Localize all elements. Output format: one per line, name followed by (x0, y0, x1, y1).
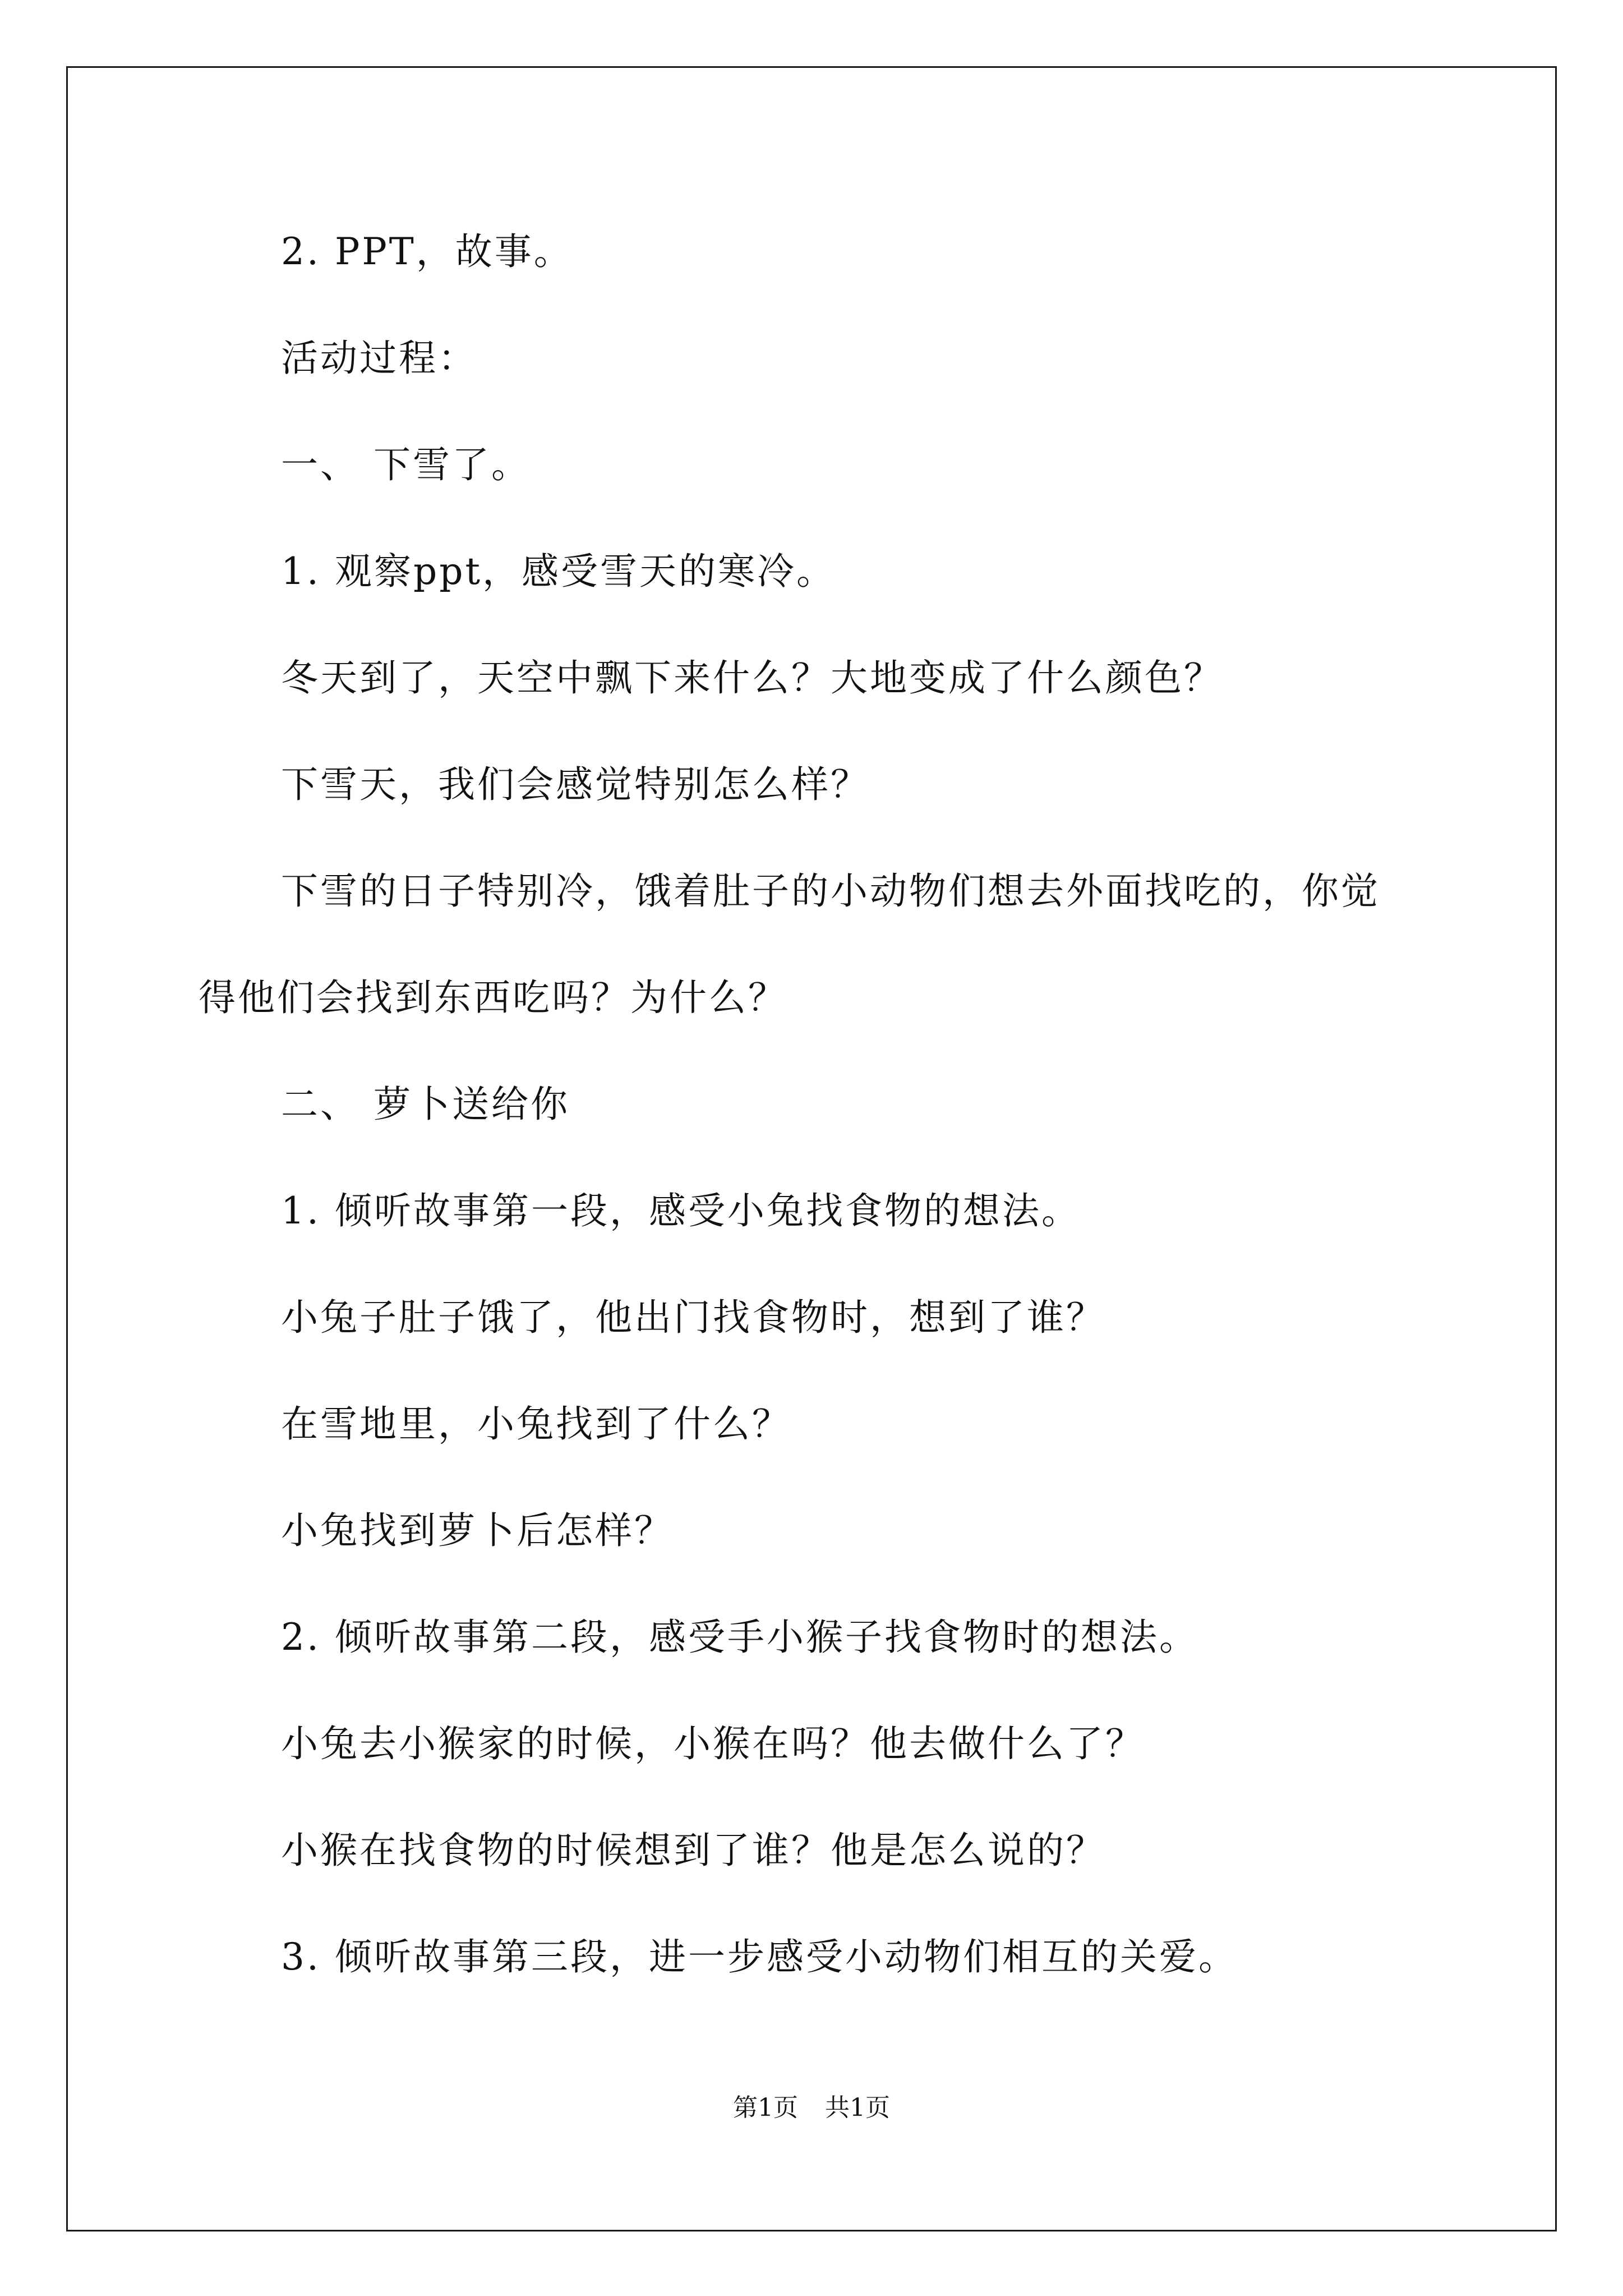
section-heading: 活动过程： (281, 337, 477, 380)
section-heading: 二、 萝卜送给你 (281, 1083, 570, 1126)
paragraph-line: 2. PPT，故事。 (281, 230, 573, 273)
paragraph-line: 下雪天，我们会感觉特别怎么样？ (281, 763, 870, 806)
paragraph-line: 1. 观察ppt，感受雪天的寒冷。 (281, 550, 836, 593)
paragraph-line: 3. 倾听故事第三段，进一步感受小动物们相互的关爱。 (281, 1935, 1238, 1978)
section-heading: 一、 下雪了。 (281, 443, 531, 486)
paragraph-line: 小兔去小猴家的时候，小猴在吗？他去做什么了？ (281, 1722, 1145, 1765)
paragraph-line: 下雪的日子特别冷，饿着肚子的小动物们想去外面找吃的，你觉 (281, 869, 1380, 913)
paragraph-line: 冬天到了，天空中飘下来什么？大地变成了什么颜色？ (281, 656, 1223, 700)
paragraph-line: 小兔找到萝卜后怎样？ (281, 1509, 674, 1552)
paragraph-line: 2. 倾听故事第二段，感受手小猴子找食物时的想法。 (281, 1616, 1198, 1659)
page-total: 共1页 (825, 2093, 890, 2122)
paragraph-line: 1. 倾听故事第一段，感受小兔找食物的想法。 (281, 1189, 1081, 1232)
paragraph-line: 得他们会找到东西吃吗？为什么？ (199, 976, 787, 1019)
paragraph-line: 小猴在找食物的时候想到了谁？他是怎么说的？ (281, 1829, 1105, 1872)
paragraph-line: 小兔子肚子饿了，他出门找食物时，想到了谁？ (281, 1296, 1105, 1339)
page-number: 第1页 (733, 2093, 798, 2122)
paragraph-line: 在雪地里，小兔找到了什么？ (281, 1402, 791, 1446)
page-footer (0, 2092, 1623, 2124)
